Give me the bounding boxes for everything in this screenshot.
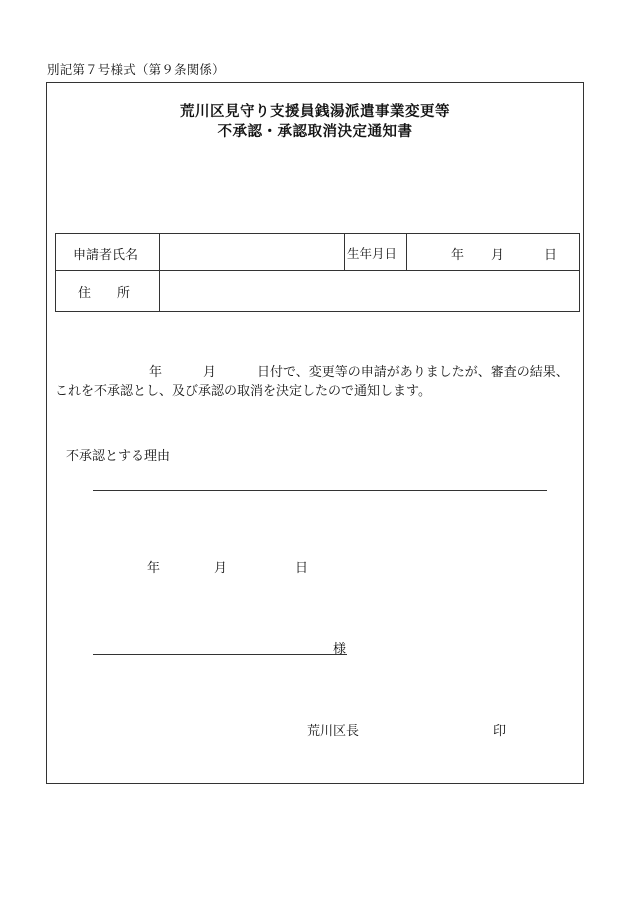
recipient-underline (93, 654, 347, 655)
document-title-line1: 荒川区見守り支援員銭湯派遣事業変更等 (180, 104, 450, 120)
table-column-divider (344, 234, 345, 270)
applicant-table (55, 233, 580, 312)
issue-month-unit: 月 (214, 561, 228, 576)
notice-line2: これを不承認とし、及び承認の取消を決定したので通知します。 (55, 384, 431, 399)
notice-year-unit: 年 (149, 365, 163, 380)
reason-label: 不承認とする理由 (66, 449, 171, 464)
birth-month-unit: 月 (491, 248, 505, 263)
issuer-title: 荒川区長 (307, 724, 360, 739)
recipient-honorific: 様 (333, 642, 347, 657)
table-row-divider (56, 270, 579, 271)
table-column-divider (159, 234, 160, 311)
document-frame (46, 82, 584, 784)
notice-month-unit: 月 (203, 365, 217, 380)
issue-day-unit: 日 (295, 561, 309, 576)
applicant-name-label: 申請者氏名 (73, 248, 139, 263)
reason-underline (93, 490, 547, 491)
address-label: 住 所 (78, 286, 131, 301)
table-column-divider (406, 234, 407, 270)
birth-day-unit: 日 (544, 248, 558, 263)
birthdate-label: 生年月日 (347, 246, 398, 261)
birth-year-unit: 年 (451, 248, 465, 263)
notice-line1-suffix: 日付で、変更等の申請がありましたが、審査の結果、 (257, 365, 569, 380)
form-caption: 別記第７号様式（第９条関係） (47, 62, 225, 77)
issue-year-unit: 年 (147, 561, 161, 576)
document-title-line2: 不承認・承認取消決定通知書 (217, 124, 413, 140)
seal-mark: 印 (493, 724, 507, 739)
